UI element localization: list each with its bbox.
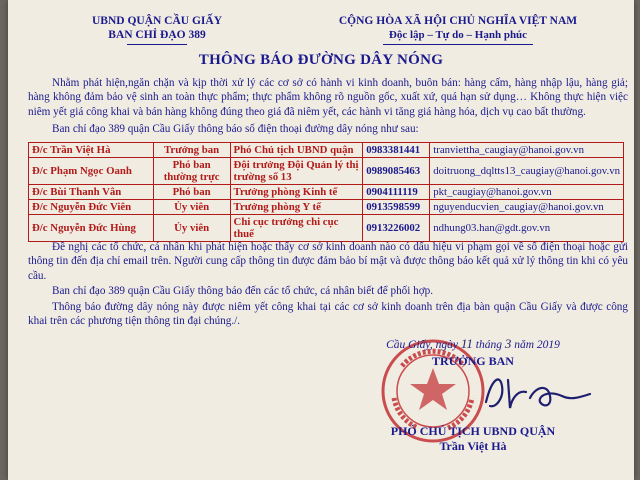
nation-name: CỘNG HÒA XÃ HỘI CHỦ NGHĨA VIỆT NAM <box>338 15 578 27</box>
date-year: năm 2019 <box>514 339 560 351</box>
table-row <box>29 185 624 200</box>
contact-email: doitruong_dqltts13_caugiay@hanoi.gov.vn <box>430 158 624 185</box>
contact-phone: 0904111119 <box>363 185 430 200</box>
signer-block-bottom <box>338 424 608 454</box>
contact-email: nguyenducvien_caugiay@hanoi.gov.vn <box>430 200 624 215</box>
contact-phone: 0913598599 <box>363 200 430 215</box>
notice-document <box>8 0 634 480</box>
signer-name: Trần Việt Hà <box>439 439 507 453</box>
intro-paragraph: Nhằm phát hiện,ngăn chặn và kịp thời xử lý các cơ sở có hành vi kinh doanh, buôn bán: hàng cấm, hàng nhập lậu, hàng giả; hàng không đảm bảo vệ sinh an toàn thực phẩm; thực phẩm không rõ nguồn gốc, xuất xứ, quá hạn sử dụng… Không thực hiện việc niêm yết giá công khai và bán hàng không đúng theo giá đã niêm yết, các hành vi tăng giá hàng hóa, dịch vụ cao bất thường. <box>28 77 628 118</box>
contact-role: Ủy viên <box>153 215 230 242</box>
contact-email: ndhung03.han@gdt.gov.vn <box>430 215 624 242</box>
contact-position: Chi cục trưởng chi cục thuế <box>230 215 363 242</box>
contact-role: Phó ban thường trực <box>153 158 230 185</box>
authority-org: UBND QUẬN CẦU GIẤY <box>91 15 222 27</box>
contact-name: Đ/c Nguyễn Đức Viên <box>29 200 154 215</box>
contact-position: Phó Chủ tịch UBND quận <box>230 143 363 158</box>
contact-name: Đ/c Bùi Thanh Vân <box>29 185 154 200</box>
issuing-authority-header <box>72 14 242 45</box>
national-motto: Độc lập – Tự do – Hạnh phúc <box>388 29 528 41</box>
date-month-word: tháng <box>475 339 502 351</box>
table-row <box>29 143 624 158</box>
header-right-divider <box>383 44 533 45</box>
contact-role: Trưởng ban <box>153 143 230 158</box>
contact-phone: 0913226002 <box>363 215 430 242</box>
signer-title-primary: TRƯỞNG BAN <box>432 354 514 368</box>
signer-title-secondary: PHÓ CHỦ TỊCH UBND QUẬN <box>390 424 556 438</box>
handwritten-signature <box>478 368 598 416</box>
table-intro-paragraph: Ban chỉ đạo 389 quận Cầu Giấy thông báo số điện thoại đường dây nóng như sau: <box>52 123 419 135</box>
contact-position: Trưởng phòng Kinh tế <box>230 185 363 200</box>
contact-name: Đ/c Phạm Ngọc Oanh <box>29 158 154 185</box>
contact-phone: 0989085463 <box>363 158 430 185</box>
header-left-divider <box>127 44 187 45</box>
contact-role: Ủy viên <box>153 200 230 215</box>
date-day: 11 <box>460 336 473 351</box>
hotline-contacts-table <box>28 142 624 242</box>
table-row <box>29 200 624 215</box>
contact-phone: 0983381441 <box>363 143 430 158</box>
contact-name: Đ/c Trần Việt Hà <box>29 143 154 158</box>
request-paragraph: Đề nghị các tổ chức, cá nhân khi phát hiện hoặc thấy cơ sở kinh doanh nào có dấu hiệu vi phạm gọi về số điện thoại hoặc gửi thông tin đến địa chỉ email trên. Người cung cấp thông tin được đảm bảo bí mật và được thông báo kết quả xử lý thông tin khi có yêu cầu. <box>28 241 628 282</box>
table-row <box>29 158 624 185</box>
contact-name: Đ/c Nguyễn Đức Hùng <box>29 215 154 242</box>
national-header <box>308 14 608 45</box>
signature-block <box>338 336 608 369</box>
contact-email: pkt_caugiay@hanoi.gov.vn <box>430 185 624 200</box>
table-row <box>29 215 624 242</box>
authority-dept: BAN CHỈ ĐẠO 389 <box>108 29 206 41</box>
contact-position: Đội trưởng Đội Quản lý thị trường số 13 <box>230 158 363 185</box>
contact-role: Phó ban <box>153 185 230 200</box>
contact-position: Trưởng phòng Y tế <box>230 200 363 215</box>
place-prefix: Cầu Giấy, ngày <box>386 339 458 351</box>
contact-email: tranviettha_caugiay@hanoi.gov.vn <box>430 143 624 158</box>
place-and-date <box>338 336 608 352</box>
publish-paragraph: Thông báo đường dây nóng này được niêm yết công khai tại các cơ sở kinh doanh trên địa bàn quận Cầu Giấy và được công khai trên các phương tiện thông tin đại chúng./. <box>28 301 628 328</box>
cooperate-paragraph: Ban chỉ đạo 389 quận Cầu Giấy thông báo đến các tổ chức, cá nhân biết để phối hợp. <box>52 285 434 297</box>
document-title: THÔNG BÁO ĐƯỜNG DÂY NÓNG <box>198 52 444 68</box>
date-month: 3 <box>504 336 512 351</box>
